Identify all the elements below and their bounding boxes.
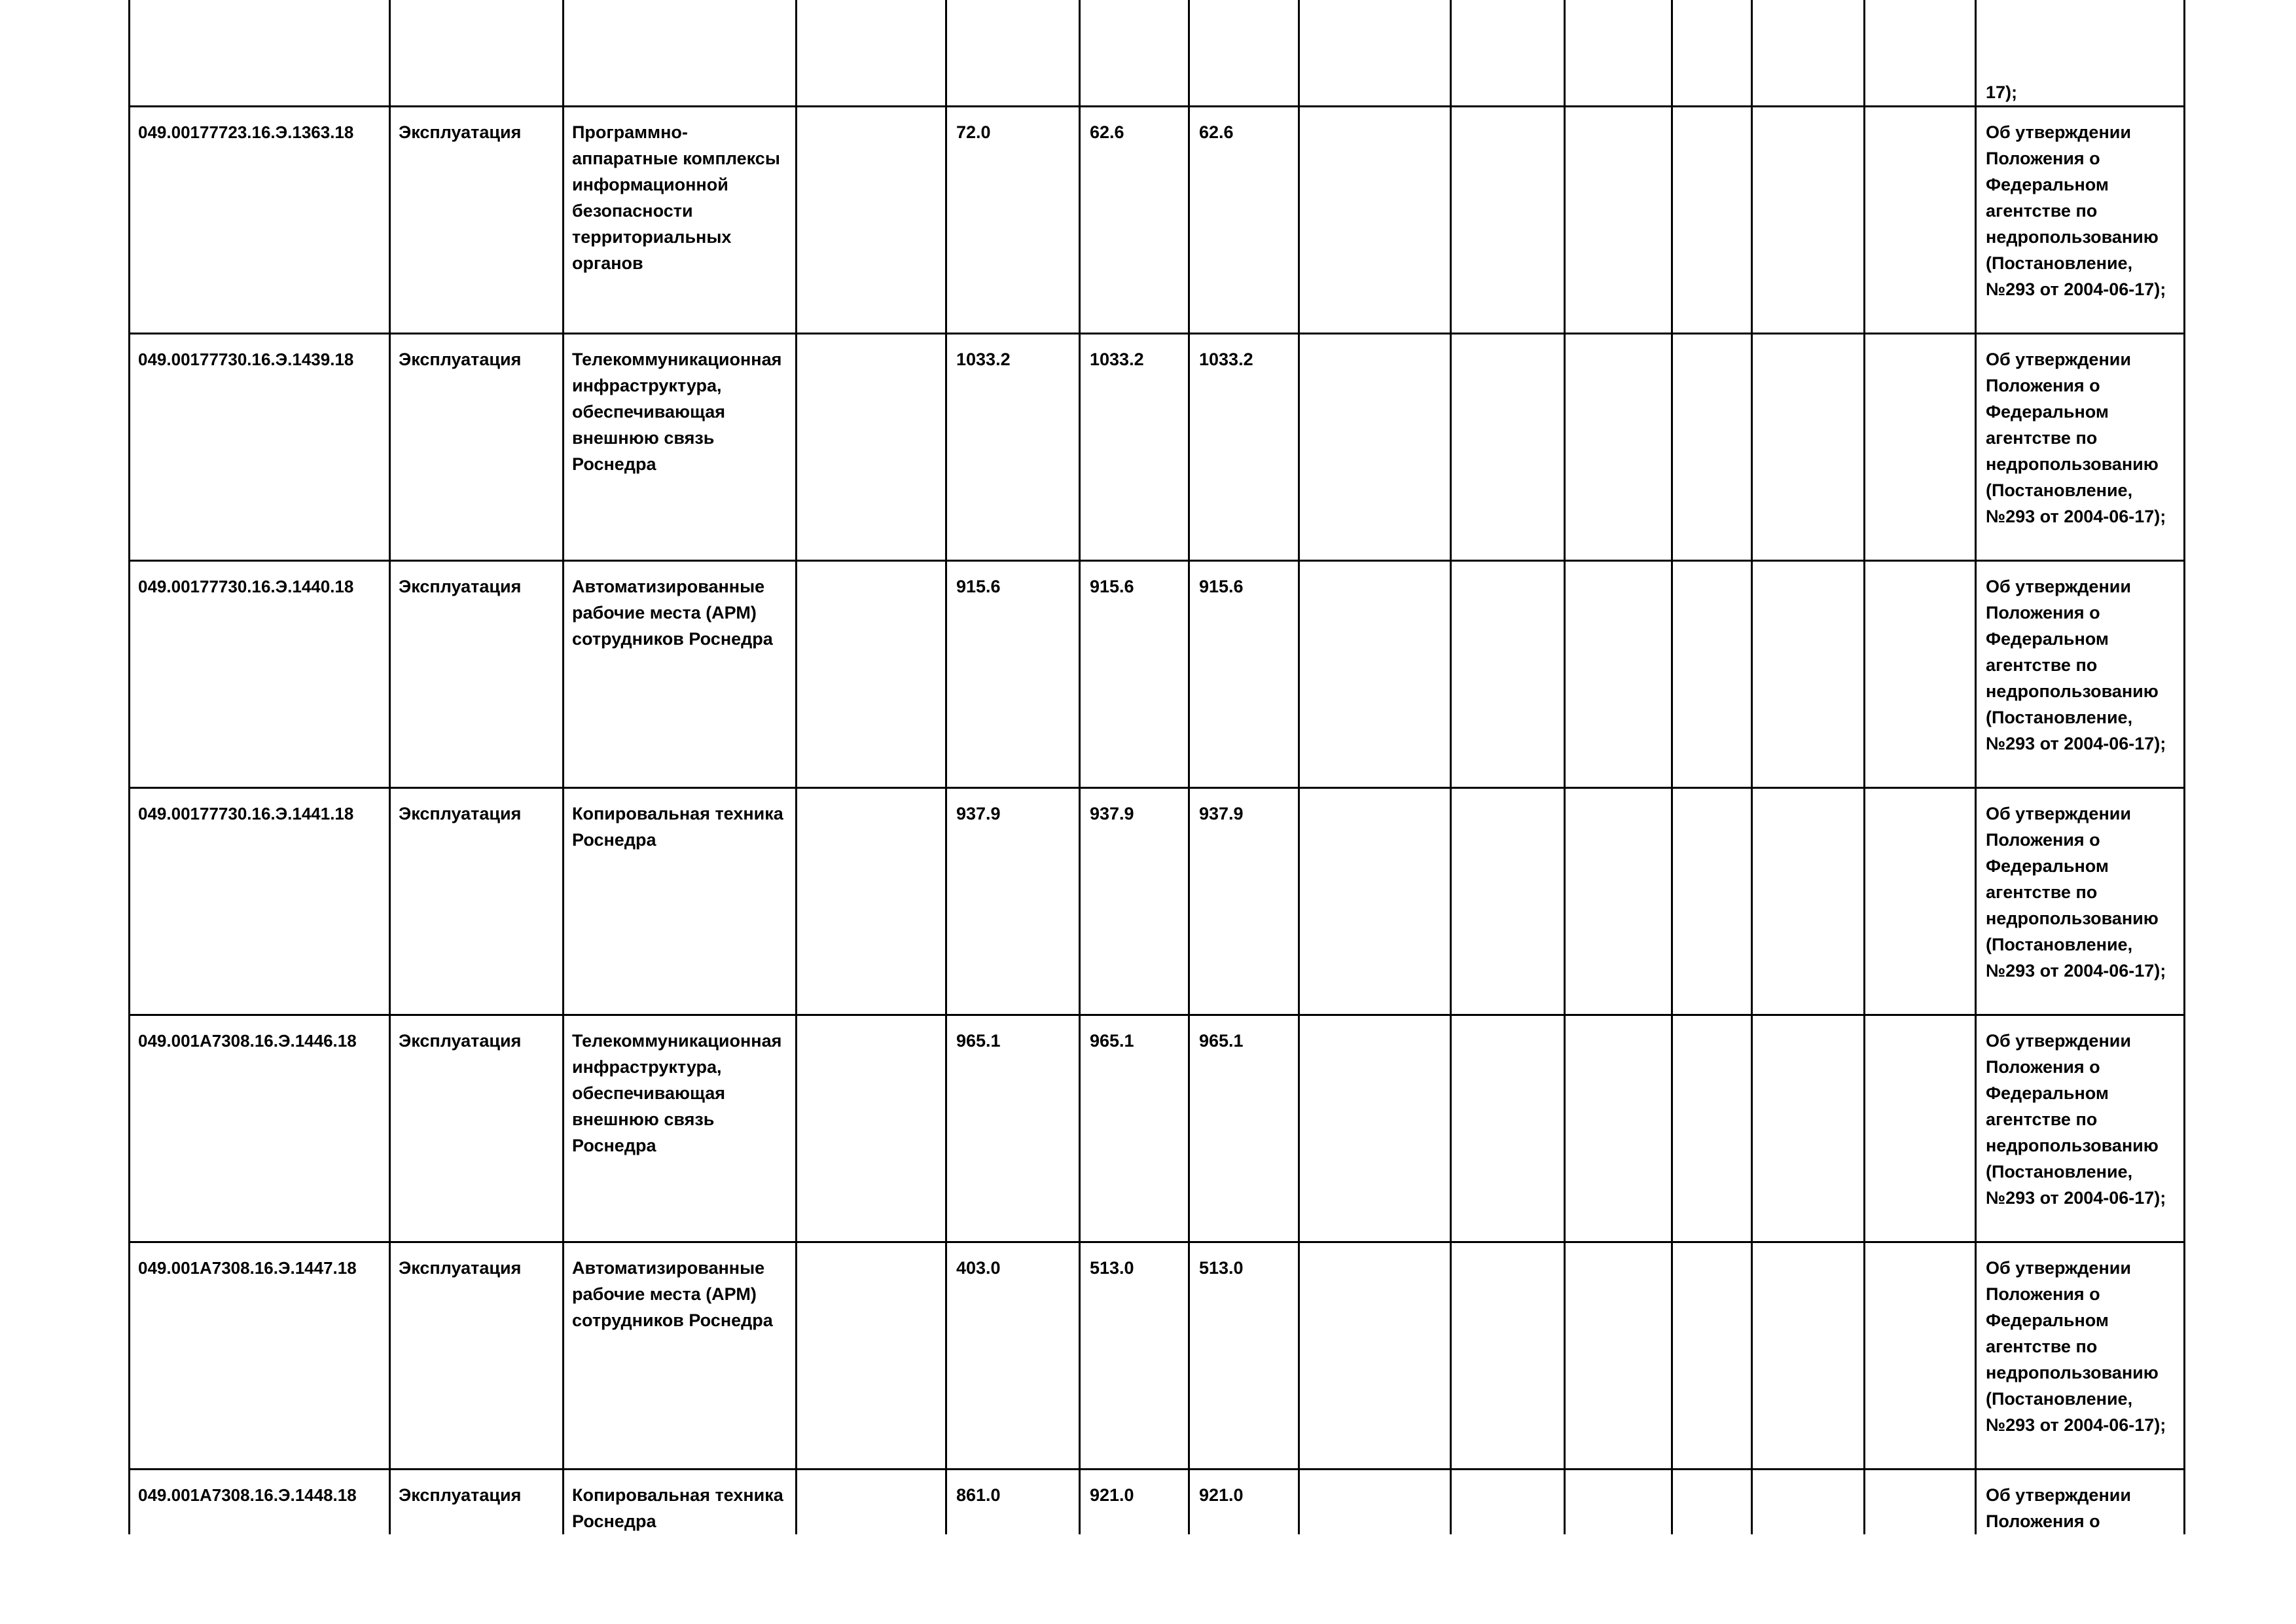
value-3-cell: 62.6	[1189, 107, 1299, 334]
empty-cell	[1752, 1242, 1865, 1470]
value-2-cell: 937.9	[1080, 788, 1189, 1015]
empty-cell	[1565, 1470, 1672, 1535]
empty-cell	[1752, 1470, 1865, 1535]
empty-cell	[1865, 1015, 1976, 1242]
empty-cell	[1752, 1015, 1865, 1242]
empty-cell	[1299, 788, 1451, 1015]
code-cell: 049.00177730.16.Э.1439.18	[130, 334, 390, 561]
empty-cell	[1752, 788, 1865, 1015]
empty-cell	[1451, 788, 1565, 1015]
empty-cell	[1672, 334, 1752, 561]
value-1-cell: 937.9	[946, 788, 1080, 1015]
stage-cell: Эксплуатация	[390, 107, 564, 334]
empty-cell	[1865, 334, 1976, 561]
code-cell: 049.00177723.16.Э.1363.18	[130, 107, 390, 334]
empty-cell	[1299, 107, 1451, 334]
empty-cell	[1451, 561, 1565, 788]
empty-cell	[1752, 334, 1865, 561]
empty-cell	[1451, 107, 1565, 334]
value-1-cell: 861.0	[946, 1470, 1080, 1535]
table-row-continued	[130, 0, 2185, 107]
stage-cell: Эксплуатация	[390, 1470, 564, 1535]
empty-cell	[1752, 107, 1865, 334]
empty-cell	[1672, 107, 1752, 334]
stage-cell: Эксплуатация	[390, 561, 564, 788]
value-2-cell: 915.6	[1080, 561, 1189, 788]
empty-cell	[797, 334, 946, 561]
name-cell: Автоматизированные рабочие места (АРМ) сотрудников Роснедра	[564, 561, 797, 788]
empty-cell	[797, 1242, 946, 1470]
empty-cell	[1299, 334, 1451, 561]
empty-cell	[1299, 1015, 1451, 1242]
empty-cell	[1565, 1015, 1672, 1242]
table-row	[130, 788, 2185, 1015]
value-1-cell: 965.1	[946, 1015, 1080, 1242]
empty-cell	[1672, 561, 1752, 788]
empty-cell	[1451, 1242, 1565, 1470]
empty-cell	[797, 561, 946, 788]
registry-table-sheet	[128, 0, 2185, 1534]
table-row	[130, 334, 2185, 561]
basis-cell-continued: 17);	[1976, 0, 2185, 107]
empty-cell	[1672, 1242, 1752, 1470]
code-cell: 049.00177730.16.Э.1441.18	[130, 788, 390, 1015]
empty-cell	[797, 788, 946, 1015]
empty-cell	[1865, 561, 1976, 788]
stage-cell: Эксплуатация	[390, 788, 564, 1015]
value-3-cell: 937.9	[1189, 788, 1299, 1015]
empty-cell	[1299, 561, 1451, 788]
basis-cell: Об утверждении Положения о Федеральном агентстве по недропользованию (Постановление, №293 от 2004-06-17);	[1976, 1015, 2185, 1242]
empty-cell	[1865, 107, 1976, 334]
empty-cell	[1565, 1242, 1672, 1470]
empty-cell	[1565, 788, 1672, 1015]
basis-cell: Об утверждении Положения о Федеральном агентстве по недропользованию (Постановление, №293 от 2004-06-17);	[1976, 107, 2185, 334]
empty-cell	[1299, 1242, 1451, 1470]
empty-cell	[1565, 561, 1672, 788]
stage-cell: Эксплуатация	[390, 334, 564, 561]
value-1-cell: 72.0	[946, 107, 1080, 334]
name-cell: Телекоммуникационная инфраструктура, обеспечивающая внешнюю связь Роснедра	[564, 1015, 797, 1242]
empty-cell	[1451, 334, 1565, 561]
empty-cell	[797, 1015, 946, 1242]
value-3-cell: 915.6	[1189, 561, 1299, 788]
value-2-cell: 513.0	[1080, 1242, 1189, 1470]
table-row	[130, 1470, 2185, 1535]
empty-cell	[797, 107, 946, 334]
value-3-cell: 965.1	[1189, 1015, 1299, 1242]
name-cell: Телекоммуникационная инфраструктура, обеспечивающая внешнюю связь Роснедра	[564, 334, 797, 561]
empty-cell	[1865, 1470, 1976, 1535]
basis-cell: Об утверждении Положения о	[1976, 1470, 2185, 1535]
value-2-cell: 965.1	[1080, 1015, 1189, 1242]
empty-cell	[1451, 1015, 1565, 1242]
empty-cell	[1752, 561, 1865, 788]
value-2-cell: 1033.2	[1080, 334, 1189, 561]
empty-cell	[1672, 1015, 1752, 1242]
code-cell: 049.001A7308.16.Э.1446.18	[130, 1015, 390, 1242]
value-3-cell: 921.0	[1189, 1470, 1299, 1535]
empty-cell	[1865, 788, 1976, 1015]
value-3-cell: 513.0	[1189, 1242, 1299, 1470]
empty-cell	[797, 1470, 946, 1535]
basis-cell: Об утверждении Положения о Федеральном агентстве по недропользованию (Постановление, №293 от 2004-06-17);	[1976, 788, 2185, 1015]
empty-cell	[1565, 334, 1672, 561]
table-row	[130, 107, 2185, 334]
empty-cell	[1672, 1470, 1752, 1535]
code-cell: 049.001A7308.16.Э.1447.18	[130, 1242, 390, 1470]
table-row	[130, 1015, 2185, 1242]
registry-table	[128, 0, 2185, 1534]
empty-cell	[1672, 788, 1752, 1015]
basis-cell: Об утверждении Положения о Федеральном агентстве по недропользованию (Постановление, №293 от 2004-06-17);	[1976, 334, 2185, 561]
code-cell: 049.00177730.16.Э.1440.18	[130, 561, 390, 788]
name-cell: Копировальная техника Роснедра	[564, 788, 797, 1015]
stage-cell: Эксплуатация	[390, 1242, 564, 1470]
value-1-cell: 1033.2	[946, 334, 1080, 561]
empty-cell	[1299, 1470, 1451, 1535]
value-2-cell: 921.0	[1080, 1470, 1189, 1535]
table-row	[130, 561, 2185, 788]
name-cell: Автоматизированные рабочие места (АРМ) сотрудников Роснедра	[564, 1242, 797, 1470]
empty-cell	[1865, 1242, 1976, 1470]
stage-cell: Эксплуатация	[390, 1015, 564, 1242]
value-2-cell: 62.6	[1080, 107, 1189, 334]
empty-cell	[1565, 107, 1672, 334]
table-row	[130, 1242, 2185, 1470]
value-1-cell: 915.6	[946, 561, 1080, 788]
name-cell: Программно-аппаратные комплексы информационной безопасности территориальных органов	[564, 107, 797, 334]
name-cell: Копировальная техника Роснедра	[564, 1470, 797, 1535]
value-1-cell: 403.0	[946, 1242, 1080, 1470]
code-cell: 049.001A7308.16.Э.1448.18	[130, 1470, 390, 1535]
empty-cell	[1451, 1470, 1565, 1535]
value-3-cell: 1033.2	[1189, 334, 1299, 561]
basis-cell: Об утверждении Положения о Федеральном агентстве по недропользованию (Постановление, №293 от 2004-06-17);	[1976, 1242, 2185, 1470]
basis-cell: Об утверждении Положения о Федеральном агентстве по недропользованию (Постановление, №293 от 2004-06-17);	[1976, 561, 2185, 788]
